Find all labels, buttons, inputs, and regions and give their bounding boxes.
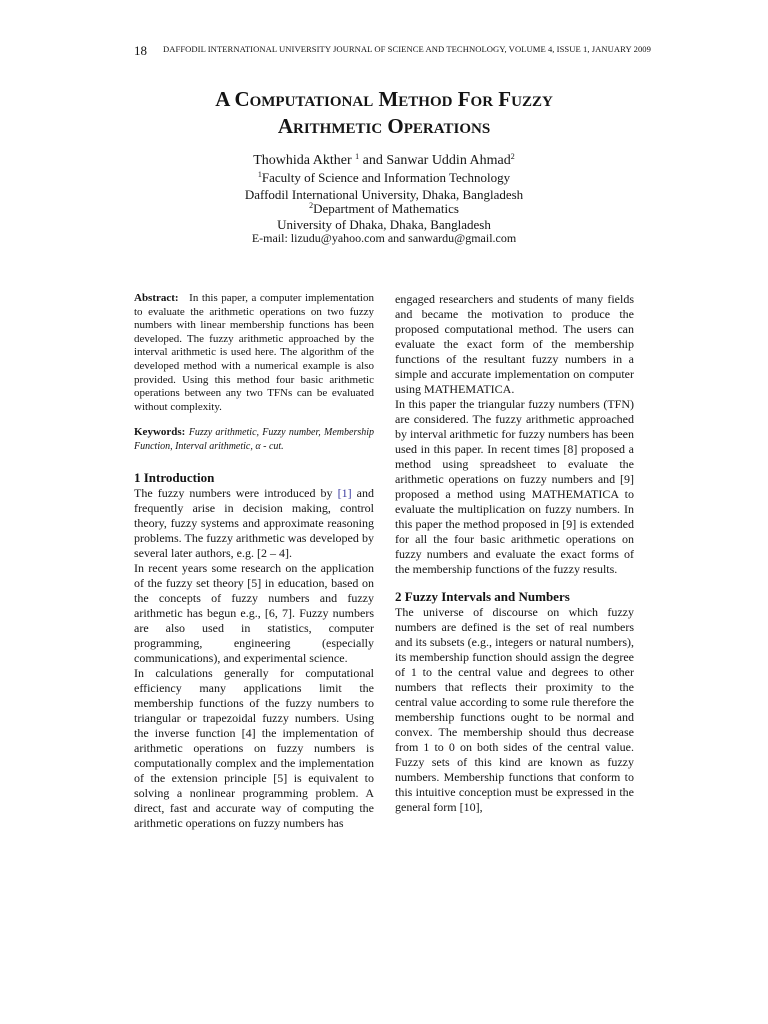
author-2: Sanwar Uddin Ahmad xyxy=(386,153,511,168)
intro-paragraph-3: In calculations generally for computational efficiency many applications limit the membership functions of the fuzzy numbers to triangular or trapezoidal fuzzy numbers. Using the inverse function [4] the implementation of arithmetic operations on fuzzy numbers is computationally complex and the implementation of the extension principle [5] is equivalent to solving a nonlinear programming problem. A direct, fast and accurate way of computing the arithmetic operations on fuzzy numbers has xyxy=(134,665,374,830)
abstract-text: In this paper, a computer implementation to evaluate the arithmetic operations on two fuzzy numbers with linear membership functions has been developed. The fuzzy arithmetic approached by the interval arithmetic is used here. The algorithm of the developed method with a numerical example is also provided. Using this method four basic arithmetic operations between any two TFNs can be evaluated without complexity. xyxy=(134,292,374,413)
intro-paragraph-2: In recent years some research on the application of the fuzzy set theory [5] in education, based on the concepts of fuzzy numbers and fuzzy arithmetic has begun e.g., [6, 7]. Fuzzy numbers are also used in statistics, computer programming, engineering (especially communications), and experimental science. xyxy=(134,560,374,665)
left-column xyxy=(134,292,374,831)
intro-paragraph-1 xyxy=(134,486,374,561)
right-column xyxy=(395,292,634,815)
affiliation-1 xyxy=(100,170,668,185)
title-line-2: Arithmetic Operations xyxy=(277,114,491,138)
intro-p1-after: and frequently arise in decision making, control theory, fuzzy systems and approximate reasoning problems. The fuzzy arithmetic was developed by several later authors, e.g. [2 – 4]. xyxy=(134,485,375,560)
keywords-label: Keywords: xyxy=(134,426,186,439)
affiliation-2-marker: 2 xyxy=(309,201,314,210)
page-number: 18 xyxy=(134,43,147,58)
intro-p1-before: The fuzzy numbers were introduced by xyxy=(134,485,338,500)
intro-paragraph-5: In this paper the triangular fuzzy numbers (TFN) are considered. The fuzzy arithmetic approached by interval arithmetic for fuzzy numbers has been used in this paper. In recent times [8] proposed a method using spreadsheet to evaluate the arithmetic operations on fuzzy numbers and [9] proposed a method using MATHEMATICA to evaluate the multiplication on fuzzy numbers. In this paper the method proposed in [9] is extended for all the four basic arithmetic operations on fuzzy numbers and evaluate the exact forms of the membership functions of the fuzzy results. xyxy=(395,397,634,576)
keywords xyxy=(134,426,374,453)
citation-link-1[interactable]: [1] xyxy=(337,485,352,500)
paper-title xyxy=(100,86,668,140)
running-header: DAFFODIL INTERNATIONAL UNIVERSITY JOURNAL OF SCIENCE AND TECHNOLOGY, VOLUME 4, ISSUE 1, JANUARY 2009 xyxy=(163,44,652,54)
affiliation-1-org: Daffodil International University, Dhaka, Bangladesh xyxy=(244,187,524,202)
affiliation-1-dept: Faculty of Science and Information Technology xyxy=(261,170,511,185)
affiliation-2 xyxy=(100,201,668,216)
abstract-label: Abstract: xyxy=(134,292,179,304)
affiliation-1-marker: 1 xyxy=(257,170,262,179)
section-2-heading: 2 Fuzzy Intervals and Numbers xyxy=(395,589,570,604)
affiliation-2-org: University of Dhaka, Dhaka, Bangladesh xyxy=(277,217,491,232)
affiliation-2-dept: Department of Mathematics xyxy=(313,201,459,216)
author-list xyxy=(100,152,668,169)
intro-paragraph-4: engaged researchers and students of many fields and became the motivation to produce the proposed computational method. The users can evaluate the exact form of the membership functions of the resultant fuzzy numbers in a simple and accurate implementation on computer using MATHEMATICA. xyxy=(395,292,634,396)
section-2-paragraph-1: The universe of discourse on which fuzzy numbers are defined is the set of real numbers and its subsets (e.g., integers or natural numbers), its membership function should assign the degree of 1 to the central value and degrees to other numbers that reflects their proximity to the central value according to some rule therefore the membership functions ought to be normal and convex. The membership should thus decrease from 1 to 0 on both sides of the central value. Fuzzy sets of this kind are known as fuzzy numbers. Membership functions that conform to this intuitive conception must be expressed in the general form [10], xyxy=(395,605,634,814)
section-1-heading: 1 Introduction xyxy=(134,469,215,485)
keywords-text: Fuzzy arithmetic, Fuzzy number, Membership Function, Interval arithmetic, α - cut. xyxy=(134,427,375,452)
abstract xyxy=(134,292,374,414)
title-line-1: A Computational Method For Fuzzy xyxy=(215,87,553,111)
author-connector: and xyxy=(359,153,387,168)
author-1-marker: 1 xyxy=(355,152,360,161)
author-2-marker: 2 xyxy=(510,152,515,161)
contact-email: E-mail: lizudu@yahoo.com and sanwardu@gmail.com xyxy=(251,231,517,245)
author-1: Thowhida Akther xyxy=(253,153,352,168)
